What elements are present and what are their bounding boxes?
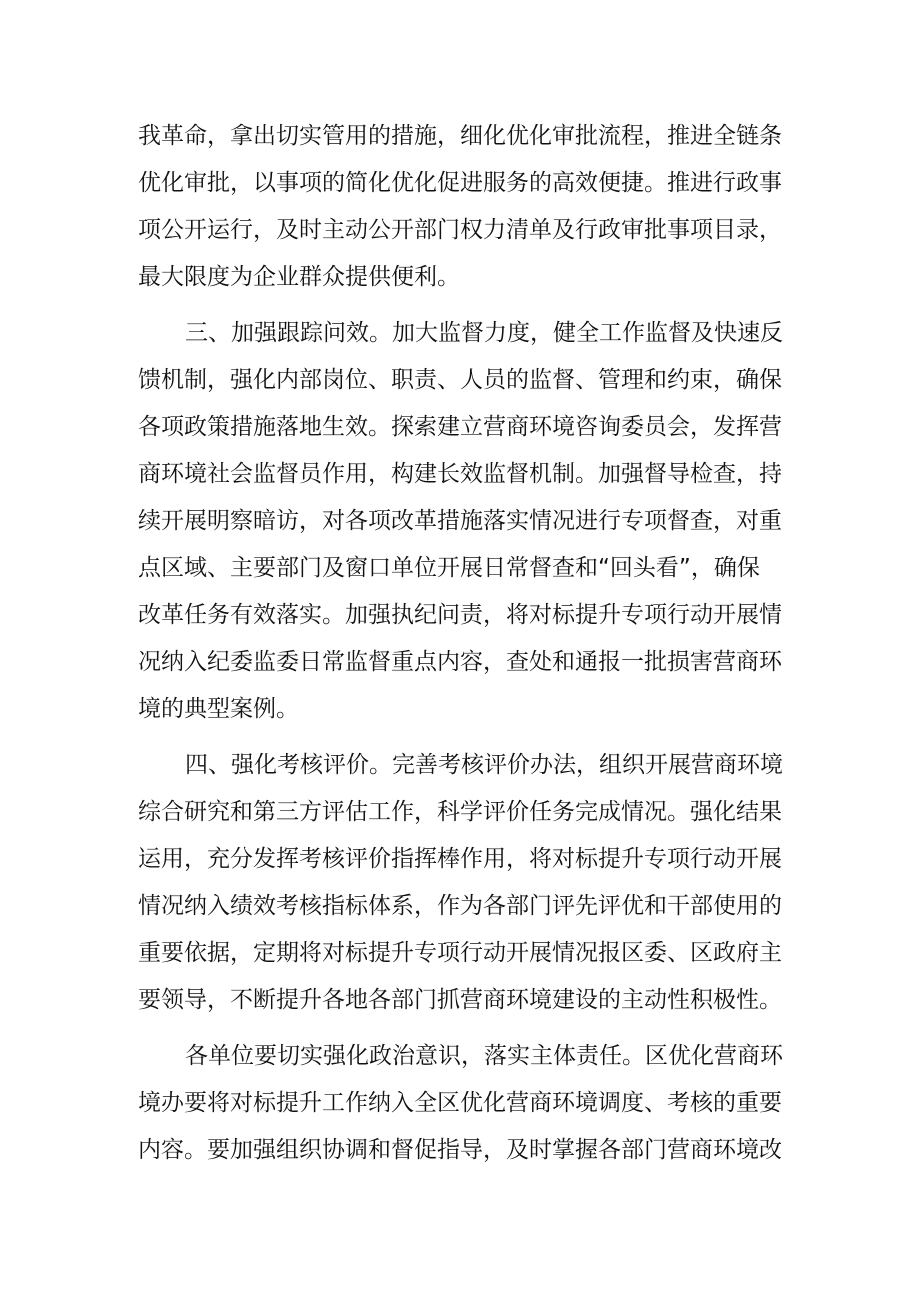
text-line: 综合研究和第三方评估工作，科学评价任务完成情况。强化结果	[138, 799, 782, 825]
text-line: 情况纳入绩效考核指标体系，作为各部门评先评优和干部使用的	[138, 893, 782, 919]
text-line: 点区域、主要部门及窗口单位开展日常督查和“回头看”，确保	[138, 555, 760, 581]
text-line: 改革任务有效落实。加强执纪问责，将对标提升专项行动开展情	[138, 602, 782, 628]
text-line: 况纳入纪委监委日常监督重点内容，查处和通报一批损害营商环	[138, 649, 782, 675]
text-line: 优化审批，以事项的简化优化促进服务的高效便捷。推进行政事	[138, 170, 782, 196]
text-line: 最大限度为企业群众提供便利。	[138, 264, 460, 290]
text-line: 各单位要切实强化政治意识，落实主体责任。区优化营商环	[185, 1043, 783, 1069]
text-line: 要领导，不断提升各地各部门抓营商环境建设的主动性积极性。	[138, 987, 782, 1013]
document-body	[138, 113, 800, 1174]
text-line: 馈机制，强化内部岗位、职责、人员的监督、管理和约束，确保	[138, 367, 782, 393]
paragraph-continuation	[138, 113, 800, 301]
paragraph-section-three	[138, 310, 800, 733]
text-line: 重要依据，定期将对标提升专项行动开展情况报区委、区政府主	[138, 940, 782, 966]
text-line: 项公开运行，及时主动公开部门权力清单及行政审批事项目录，	[138, 217, 782, 243]
text-line: 内容。要加强组织协调和督促指导，及时掌握各部门营商环境改	[138, 1137, 782, 1163]
text-line: 境的典型案例。	[138, 696, 299, 722]
text-line: 我革命，拿出切实管用的措施，细化优化审批流程，推进全链条	[138, 123, 782, 149]
text-line: 各项政策措施落地生效。探索建立营商环境咨询委员会，发挥营	[138, 414, 782, 440]
text-line: 续开展明察暗访，对各项改革措施落实情况进行专项督查，对重	[138, 508, 782, 534]
text-line: 四、强化考核评价。完善考核评价办法，组织开展营商环境	[185, 752, 783, 778]
text-line: 三、加强跟踪问效。加大监督力度，健全工作监督及快速反	[185, 320, 783, 346]
paragraph-section-four	[138, 742, 800, 1024]
text-line: 商环境社会监督员作用，构建长效监督机制。加强督导检查，持	[138, 461, 782, 487]
text-line: 运用，充分发挥考核评价指挥棒作用，将对标提升专项行动开展	[138, 846, 782, 872]
text-line: 境办要将对标提升工作纳入全区优化营商环境调度、考核的重要	[138, 1090, 782, 1116]
paragraph-responsibility	[138, 1033, 800, 1174]
